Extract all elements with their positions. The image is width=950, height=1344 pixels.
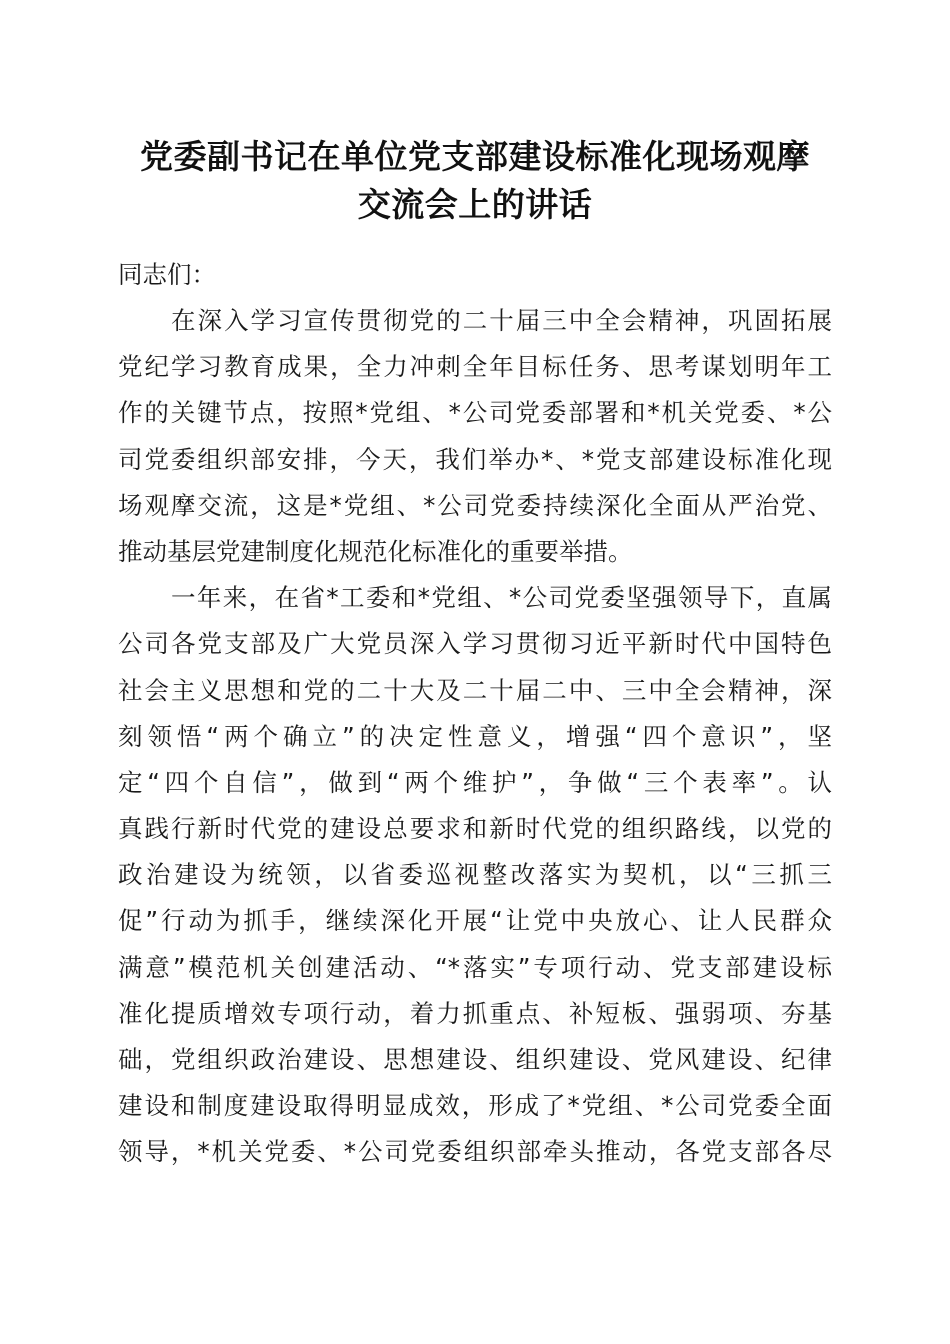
text-line: 建设和制度建设取得明显成效，形成了*党组、*公司党委全面 [118,1091,832,1121]
text-line: 公司各党支部及广大党员深入学习贯彻习近平新时代中国特色 [118,629,832,659]
title-line: 党委副书记在单位党支部建设标准化现场观摩 [140,137,810,176]
text-line: 一年来，在省*工委和*党组、*公司党委坚强领导下，直属 [171,583,832,613]
text-line: 促”行动为抓手，继续深化开展“让党中央放心、让人民群众 [118,906,832,936]
text-line: 党纪学习教育成果，全力冲刺全年目标任务、思考谋划明年工 [118,352,832,382]
paragraph-1 [118,298,832,575]
text-line: 司党委组织部安排，今天，我们举办*、*党支部建设标准化现 [118,444,832,474]
document-body [118,252,832,1176]
text-line: 满意”模范机关创建活动、“*落实”专项行动、党支部建设标 [118,952,832,982]
text-line: 准化提质增效专项行动，着力抓重点、补短板、强弱项、夯基 [118,998,832,1028]
text-line: 领导，*机关党委、*公司党委组织部牵头推动，各党支部各尽 [118,1137,832,1167]
text-line: 作的关键节点，按照*党组、*公司党委部署和*机关党委、*公 [118,398,832,428]
text-line: 推动基层党建制度化规范化标准化的重要举措。 [118,536,633,566]
text-line: 定“四个自信”，做到“两个维护”，争做“三个表率”。认 [118,767,832,797]
text-line: 社会主义思想和党的二十大及二十届二中、三中全会精神，深 [118,675,832,705]
text-line: 政治建设为统领，以省委巡视整改落实为契机，以“三抓三 [118,860,832,890]
text-line: 在深入学习宣传贯彻党的二十届三中全会精神，巩固拓展 [171,306,832,335]
salutation: 同志们： [118,260,216,289]
paragraph-2 [118,575,832,1175]
title-line: 交流会上的讲话 [357,185,593,224]
text-line: 刻领悟“两个确立”的决定性意义，增强“四个意识”，坚 [118,721,832,751]
text-line: 场观摩交流，这是*党组、*公司党委持续深化全面从严治党、 [118,490,832,520]
text-line: 础，党组织政治建设、思想建设、组织建设、党风建设、纪律 [118,1045,832,1074]
document-title [118,133,832,229]
text-line: 真践行新时代党的建设总要求和新时代党的组织路线，以党的 [118,814,832,844]
